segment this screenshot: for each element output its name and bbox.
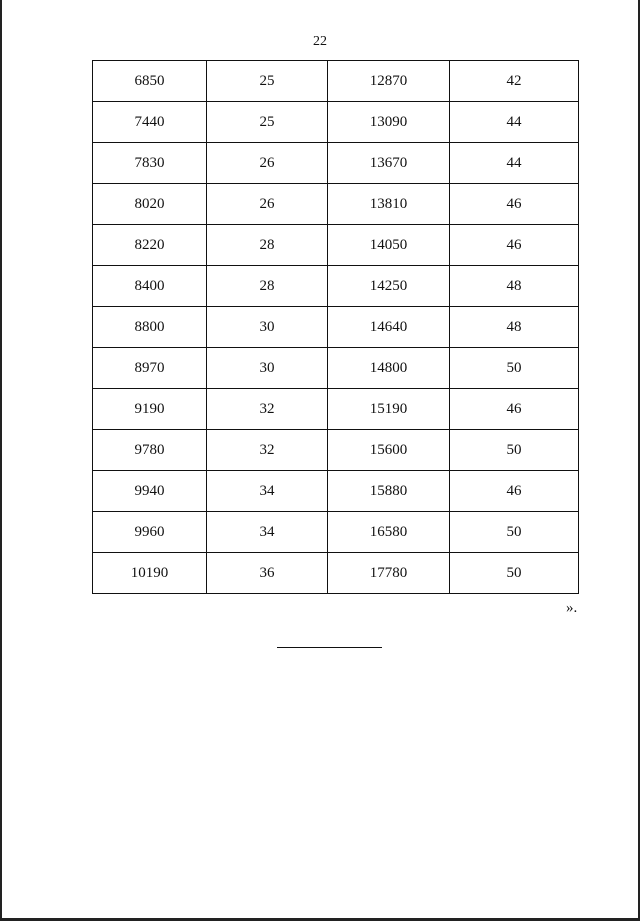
table-cell: 36 [207, 553, 328, 594]
table-cell: 34 [207, 471, 328, 512]
table-cell: 15190 [328, 389, 450, 430]
end-rule [277, 647, 382, 648]
table-cell: 13090 [328, 102, 450, 143]
table-cell: 30 [207, 348, 328, 389]
table-cell: 28 [207, 266, 328, 307]
table-row [93, 184, 579, 225]
table-body [93, 61, 579, 594]
table-cell: 48 [450, 266, 579, 307]
table-row [93, 143, 579, 184]
table-cell: 14800 [328, 348, 450, 389]
table-row [93, 348, 579, 389]
table-cell: 26 [207, 143, 328, 184]
table-cell: 9780 [93, 430, 207, 471]
table-cell: 28 [207, 225, 328, 266]
table-cell: 8800 [93, 307, 207, 348]
page-border-left [0, 0, 2, 921]
table-cell: 16580 [328, 512, 450, 553]
table-cell: 46 [450, 225, 579, 266]
table-cell: 7440 [93, 102, 207, 143]
table-row [93, 512, 579, 553]
table-cell: 46 [450, 184, 579, 225]
table-cell: 30 [207, 307, 328, 348]
table-cell: 50 [450, 553, 579, 594]
table-row [93, 61, 579, 102]
table-cell: 9960 [93, 512, 207, 553]
table-row [93, 471, 579, 512]
table-cell: 8020 [93, 184, 207, 225]
table-cell: 26 [207, 184, 328, 225]
table-cell: 32 [207, 430, 328, 471]
table-cell: 12870 [328, 61, 450, 102]
table-cell: 46 [450, 471, 579, 512]
table-cell: 9190 [93, 389, 207, 430]
table-cell: 8220 [93, 225, 207, 266]
table-cell: 13810 [328, 184, 450, 225]
table-cell: 14640 [328, 307, 450, 348]
table-cell: 50 [450, 348, 579, 389]
table-cell: 17780 [328, 553, 450, 594]
table-row [93, 102, 579, 143]
table-row [93, 553, 579, 594]
table-cell: 46 [450, 389, 579, 430]
table-cell: 42 [450, 61, 579, 102]
table-cell: 8970 [93, 348, 207, 389]
table-cell: 10190 [93, 553, 207, 594]
table-row [93, 225, 579, 266]
table-cell: 50 [450, 512, 579, 553]
table-cell: 25 [207, 102, 328, 143]
table-cell: 6850 [93, 61, 207, 102]
table-row [93, 266, 579, 307]
data-table [92, 60, 579, 594]
table-cell: 13670 [328, 143, 450, 184]
table-cell: 44 [450, 143, 579, 184]
table-row [93, 389, 579, 430]
table-row [93, 307, 579, 348]
table-cell: 15880 [328, 471, 450, 512]
table-cell: 34 [207, 512, 328, 553]
table-cell: 25 [207, 61, 328, 102]
table-cell: 14250 [328, 266, 450, 307]
table-cell: 48 [450, 307, 579, 348]
page-number: 22 [313, 34, 327, 49]
table-cell: 7830 [93, 143, 207, 184]
table-cell: 44 [450, 102, 579, 143]
table-cell: 50 [450, 430, 579, 471]
table-cell: 9940 [93, 471, 207, 512]
table-cell: 32 [207, 389, 328, 430]
table-cell: 8400 [93, 266, 207, 307]
table-cell: 14050 [328, 225, 450, 266]
closing-quote: ». [566, 600, 578, 616]
table-cell: 15600 [328, 430, 450, 471]
table-row [93, 430, 579, 471]
